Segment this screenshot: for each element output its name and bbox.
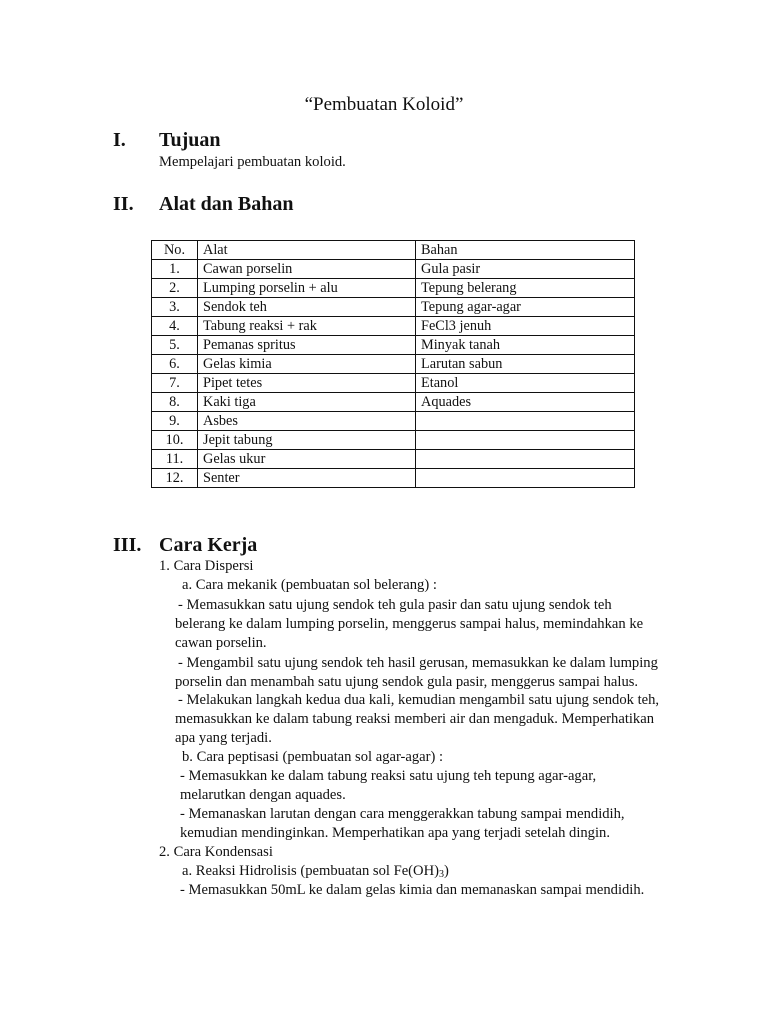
cell-no: 7. <box>152 374 198 393</box>
table-row <box>152 374 635 393</box>
equipment-materials-table <box>151 240 635 488</box>
procedure-step-line: cawan porselin. <box>175 635 267 651</box>
cell-bahan: Aquades <box>416 393 635 412</box>
cell-no: 9. <box>152 412 198 431</box>
header-no: No. <box>152 241 198 260</box>
cell-no: 5. <box>152 336 198 355</box>
procedure-step-line: melarutkan dengan aquades. <box>180 787 346 803</box>
section-1-text: Mempelajari pembuatan koloid. <box>159 154 346 170</box>
cell-alat: Pipet tetes <box>198 374 416 393</box>
header-bahan: Bahan <box>416 241 635 260</box>
header-alat: Alat <box>198 241 416 260</box>
cell-alat: Tabung reaksi + rak <box>198 317 416 336</box>
procedure-subheading-peptisasi: b. Cara peptisasi (pembuatan sol agar-agar) : <box>182 749 444 765</box>
cell-bahan: FeCl3 jenuh <box>416 317 635 336</box>
table-row <box>152 469 635 488</box>
cell-bahan <box>416 450 635 469</box>
procedure-step-line: memasukkan ke dalam tabung reaksi memberi air dan mengaduk. Memperhatikan <box>175 711 654 727</box>
cell-alat: Pemanas spritus <box>198 336 416 355</box>
cell-alat: Asbes <box>198 412 416 431</box>
section-1-number: I. <box>113 129 126 151</box>
procedure-step-line: belerang ke dalam lumping porselin, menggerus sampai halus, memindahkan ke <box>175 616 644 632</box>
procedure-step-line: - Memasukkan ke dalam tabung reaksi satu ujung teh tepung agar-agar, <box>180 768 597 784</box>
hidrolisis-text: a. Reaksi Hidrolisis (pembuatan sol Fe(OH) <box>182 863 439 879</box>
section-1-title: Tujuan <box>159 129 221 151</box>
table-row <box>152 317 635 336</box>
cell-no: 12. <box>152 469 198 488</box>
table-row <box>152 393 635 412</box>
cell-alat: Kaki tiga <box>198 393 416 412</box>
cell-alat: Lumping porselin + alu <box>198 279 416 298</box>
cell-no: 8. <box>152 393 198 412</box>
cell-bahan: Tepung belerang <box>416 279 635 298</box>
cell-alat: Gelas ukur <box>198 450 416 469</box>
section-2-number: II. <box>113 193 134 215</box>
table-row <box>152 355 635 374</box>
cell-bahan: Gula pasir <box>416 260 635 279</box>
procedure-heading-dispersi: 1. Cara Dispersi <box>159 558 254 574</box>
table-row <box>152 450 635 469</box>
cell-alat: Gelas kimia <box>198 355 416 374</box>
procedure-step-line: porselin dan menambah satu ujung sendok gula pasir, menggerus sampai halus. <box>175 674 639 690</box>
procedure-step-line: - Memasukkan satu ujung sendok teh gula pasir dan satu ujung sendok teh <box>178 597 612 613</box>
cell-no: 3. <box>152 298 198 317</box>
section-3-title: Cara Kerja <box>159 534 258 556</box>
cell-no: 2. <box>152 279 198 298</box>
procedure-step-line: apa yang terjadi. <box>175 730 272 746</box>
section-3-number: III. <box>113 534 142 556</box>
procedure-step-line: kemudian mendinginkan. Memperhatikan apa yang terjadi setelah dingin. <box>180 825 610 841</box>
procedure-step-line: - Memanaskan larutan dengan cara menggerakkan tabung sampai mendidih, <box>180 806 625 822</box>
cell-alat: Sendok teh <box>198 298 416 317</box>
closing-paren: ) <box>443 863 449 879</box>
cell-no: 6. <box>152 355 198 374</box>
cell-no: 11. <box>152 450 198 469</box>
procedure-heading-kondensasi: 2. Cara Kondensasi <box>159 844 273 860</box>
cell-bahan: Minyak tanah <box>416 336 635 355</box>
table-row <box>152 336 635 355</box>
cell-bahan <box>416 469 635 488</box>
cell-bahan <box>416 412 635 431</box>
cell-bahan: Etanol <box>416 374 635 393</box>
table-row <box>152 260 635 279</box>
table-row <box>152 431 635 450</box>
cell-no: 1. <box>152 260 198 279</box>
table-row <box>152 279 635 298</box>
cell-no: 4. <box>152 317 198 336</box>
table-row <box>152 298 635 317</box>
table-row <box>152 412 635 431</box>
cell-bahan: Larutan sabun <box>416 355 635 374</box>
cell-no: 10. <box>152 431 198 450</box>
table-header-row <box>152 241 635 260</box>
cell-alat: Jepit tabung <box>198 431 416 450</box>
procedure-step-line: - Mengambil satu ujung sendok teh hasil gerusan, memasukkan ke dalam lumping <box>178 655 658 671</box>
document-title: “Pembuatan Koloid” <box>304 94 464 115</box>
procedure-subheading-hidrolisis <box>182 863 449 880</box>
procedure-step-line: - Melakukan langkah kedua dua kali, kemudian mengambil satu ujung sendok teh, <box>178 692 660 708</box>
section-2-title: Alat dan Bahan <box>159 193 294 215</box>
procedure-step-line: - Memasukkan 50mL ke dalam gelas kimia dan memanaskan sampai mendidih. <box>180 882 645 898</box>
cell-alat: Cawan porselin <box>198 260 416 279</box>
subscript-3: 3 <box>438 869 444 880</box>
cell-bahan <box>416 431 635 450</box>
cell-alat: Senter <box>198 469 416 488</box>
cell-bahan: Tepung agar-agar <box>416 298 635 317</box>
procedure-subheading-mekanik: a. Cara mekanik (pembuatan sol belerang) : <box>182 577 437 593</box>
